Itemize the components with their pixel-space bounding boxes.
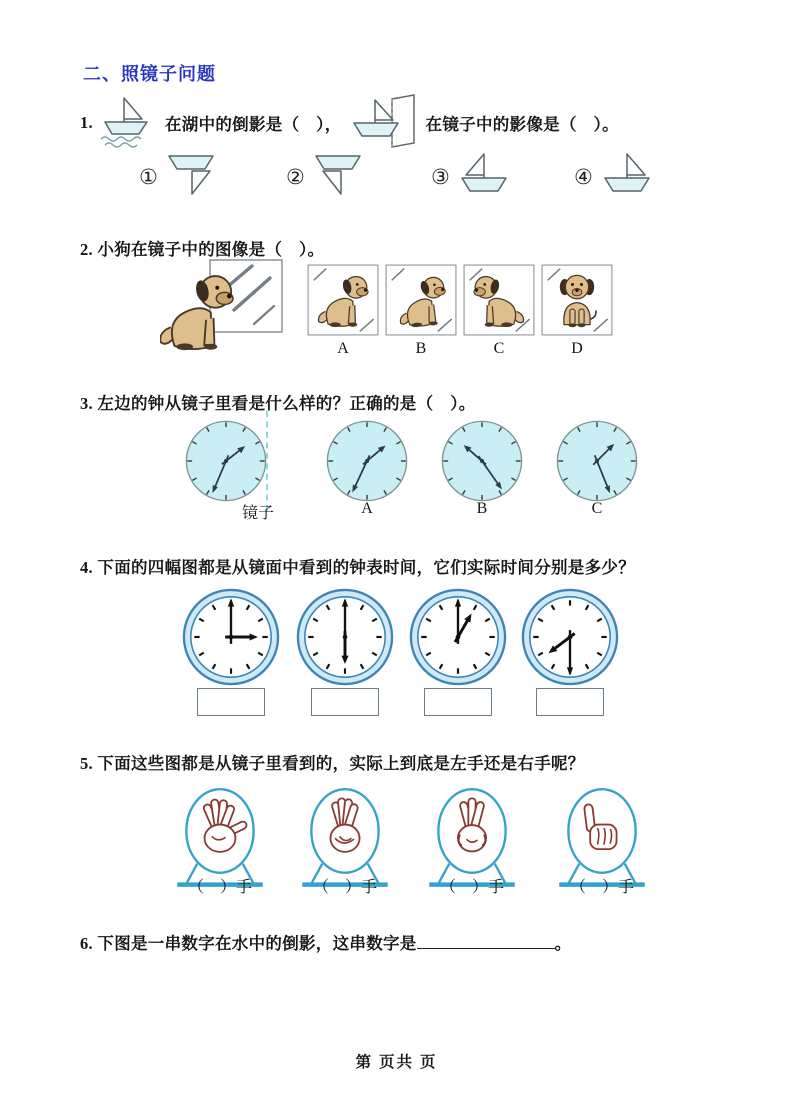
- question-1: [80, 94, 619, 152]
- q5-answer-3[interactable]: （ ）手: [439, 879, 504, 896]
- clock: [409, 588, 507, 686]
- q6-text: 6. 下图是一串数字在水中的倒影，这串数字是: [80, 934, 417, 953]
- q4-clock-1: [182, 588, 280, 686]
- q4-answer-box-1[interactable]: [197, 688, 265, 716]
- q1-text-1: 在湖中的倒影是（ ），: [164, 115, 342, 134]
- boat-sail-right-icon: [598, 151, 654, 203]
- q3-source-clock: [182, 417, 270, 505]
- q1-option-3[interactable]: [431, 151, 511, 203]
- question-4: 4. 下面的四幅图都是从镜面中看到的钟表时间，它们实际时间分别是多少？: [80, 558, 635, 577]
- boat-with-mirror-icon: [346, 94, 422, 152]
- mirror-dashed-line: [266, 411, 268, 511]
- q2-option-a-dog[interactable]: [307, 264, 379, 336]
- q2-option-c-dog[interactable]: [463, 264, 535, 336]
- clock: [296, 588, 394, 686]
- q5-answer-2[interactable]: （ ）手: [312, 879, 377, 896]
- q4-answer-box-2[interactable]: [311, 688, 379, 716]
- clock: [182, 417, 270, 505]
- q2-option-d-label: D: [571, 340, 583, 357]
- q2-option-b-dog[interactable]: [385, 264, 457, 336]
- q6-answer-blank[interactable]: [417, 933, 555, 949]
- boat-sail-left-icon: [455, 151, 511, 203]
- q1-option-1[interactable]: [139, 151, 219, 203]
- clock: [438, 417, 526, 505]
- q2-option-c-label: C: [493, 340, 505, 357]
- question-5: 5. 下面这些图都是从镜子里看到的，实际上到底是左手还是右手呢？: [80, 754, 585, 773]
- q1-number: 1.: [80, 113, 93, 132]
- q1-option-4-label: ④: [574, 164, 593, 189]
- q1-option-2-label: ②: [286, 164, 305, 189]
- q3-mirror-label: 镜子: [241, 505, 274, 522]
- q2-option-a-label: A: [337, 340, 349, 357]
- clock: [521, 588, 619, 686]
- q3-option-a-clock[interactable]: [323, 417, 411, 505]
- question-6: [80, 930, 571, 954]
- boat-on-lake-icon: [97, 95, 161, 151]
- q5-answer-4[interactable]: （ ）手: [569, 879, 634, 896]
- q1-option-1-label: ①: [139, 164, 158, 189]
- q4-clock-2: [296, 588, 394, 686]
- dog-and-mirror-scene: [160, 258, 286, 352]
- q1-option-3-label: ③: [431, 164, 450, 189]
- q5-answer-1[interactable]: （ ）手: [187, 879, 252, 896]
- q4-answer-box-3[interactable]: [424, 688, 492, 716]
- page-footer: 第 页共 页: [355, 1054, 438, 1071]
- q4-answer-box-4[interactable]: [536, 688, 604, 716]
- clock: [182, 588, 280, 686]
- inverted-boat-sail-right-icon: [163, 151, 219, 203]
- question-2: 2. 小狗在镜子中的图像是（ ）。: [80, 240, 325, 259]
- inverted-boat-sail-left-icon: [310, 151, 366, 203]
- q4-clock-4: [521, 588, 619, 686]
- clock: [323, 417, 411, 505]
- q3-option-a-label: A: [361, 500, 373, 517]
- q2-option-b-label: B: [415, 340, 427, 357]
- q6-period: 。: [554, 934, 572, 953]
- q1-option-2[interactable]: [286, 151, 366, 203]
- q1-text-2: 在镜子中的影像是（ ）。: [425, 115, 619, 134]
- clock: [553, 417, 641, 505]
- question-3: 3. 左边的钟从镜子里看是什么样的？正确的是（ ）。: [80, 394, 476, 413]
- q3-option-c-label: C: [591, 500, 603, 517]
- q4-clock-3: [409, 588, 507, 686]
- q3-option-c-clock[interactable]: [553, 417, 641, 505]
- q3-option-b-label: B: [476, 500, 488, 517]
- section-title: 二、照镜子问题: [83, 64, 216, 84]
- q3-option-b-clock[interactable]: [438, 417, 526, 505]
- q2-option-d-dog[interactable]: [541, 264, 613, 336]
- q1-option-4[interactable]: [574, 151, 654, 203]
